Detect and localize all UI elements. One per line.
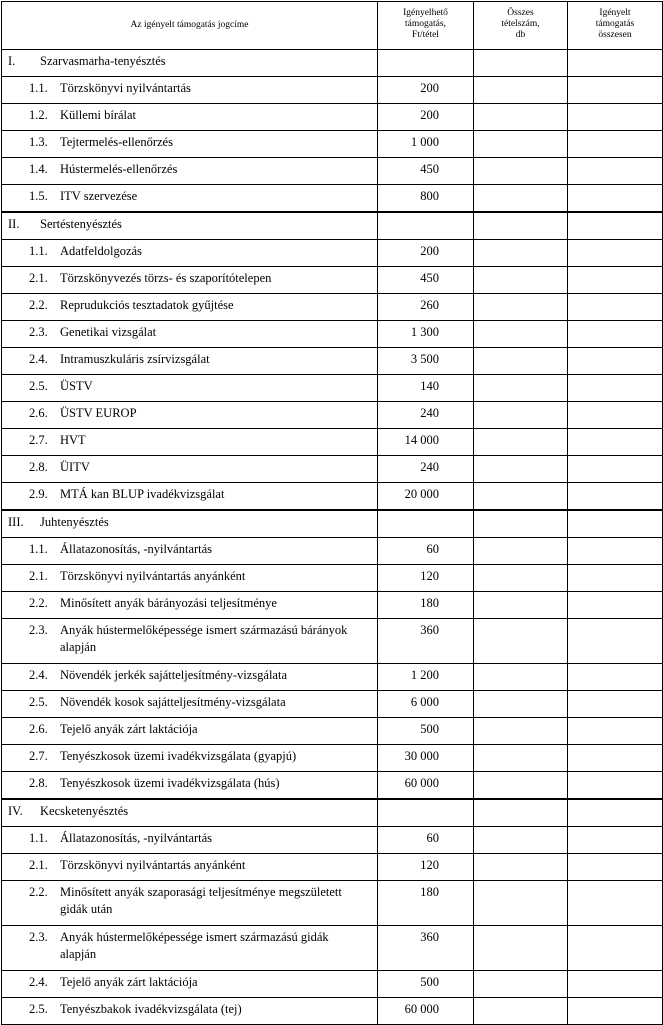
item-text: Tenyészkosok üzemi ivadékvizsgálata (hús) [60,776,280,790]
header-col3-line2: tételszám, [501,19,540,29]
item-number: 2.3. [29,325,48,339]
item-text: Minősített anyák szaporasági teljesítménye megszületett gidák után [60,885,342,916]
section-title: Szarvasmarha-tenyésztés [40,54,166,68]
item-text: Hústermelés-ellenőrzés [60,162,178,176]
item-label-cell [2,854,378,881]
item-label-cell [2,718,378,745]
header-col4-line2: támogatás [595,19,635,29]
section-title: Juhtenyésztés [40,515,109,529]
item-count-input[interactable] [474,664,568,691]
item-count-input[interactable] [474,294,568,321]
item-total-input[interactable] [568,691,663,718]
item-number: 2.3. [29,623,48,637]
empty-cell [378,212,474,240]
item-number: 1.1. [29,831,48,845]
item-total-input[interactable] [568,592,663,619]
item-total-input[interactable] [568,321,663,348]
table-row [2,185,663,213]
item-value: 180 [378,592,474,619]
item-total-input[interactable] [568,745,663,772]
item-count-input[interactable] [474,745,568,772]
item-label-cell [2,375,378,402]
item-total-input[interactable] [568,429,663,456]
empty-cell [568,799,663,827]
table-row [2,321,663,348]
section-title-cell [2,799,378,827]
item-number: 2.4. [29,352,48,366]
section-row [2,50,663,77]
item-count-input[interactable] [474,691,568,718]
item-value: 60 [378,827,474,854]
item-total-input[interactable] [568,664,663,691]
item-label-cell [2,745,378,772]
item-label-cell [2,77,378,104]
item-label-cell [2,456,378,483]
table-row [2,619,663,664]
item-label-cell [2,321,378,348]
item-count-input[interactable] [474,998,568,1025]
item-count-input[interactable] [474,592,568,619]
empty-cell [568,50,663,77]
table-row [2,772,663,800]
table-row [2,240,663,267]
item-text: Intramuszkuláris zsírvizsgálat [60,352,210,366]
empty-cell [568,212,663,240]
item-number: 2.8. [29,460,48,474]
table-row [2,294,663,321]
item-number: 2.7. [29,749,48,763]
item-text: Minősített anyák bárányozási teljesítménye [60,596,277,610]
item-number: 2.9. [29,487,48,501]
item-label-cell [2,104,378,131]
item-label-cell [2,592,378,619]
item-text: ÜSTV [60,379,93,393]
item-value: 140 [378,375,474,402]
table-row [2,565,663,592]
item-value: 20 000 [378,483,474,511]
item-value: 60 [378,538,474,565]
item-text: Növendék kosok sajátteljesítmény-vizsgálata [60,695,286,709]
table-row [2,592,663,619]
table-header-row [2,2,663,50]
item-total-input[interactable] [568,158,663,185]
item-number: 2.1. [29,858,48,872]
item-value: 500 [378,971,474,998]
item-number: 1.4. [29,162,48,176]
item-number: 2.7. [29,433,48,447]
item-total-input[interactable] [568,772,663,800]
section-row [2,510,663,538]
item-total-input[interactable] [568,77,663,104]
item-number: 2.4. [29,975,48,989]
item-number: 2.4. [29,668,48,682]
empty-cell [378,50,474,77]
header-support-title: Az igényelt támogatás jogcíme [2,2,378,50]
header-col3-line3: db [515,30,526,40]
item-value: 450 [378,158,474,185]
item-total-input[interactable] [568,348,663,375]
item-total-input[interactable] [568,854,663,881]
item-text: HVT [60,433,86,447]
item-value: 30 000 [378,745,474,772]
item-text: Törzskönyvi nyilvántartás anyánként [60,858,246,872]
table-row [2,881,663,926]
item-text: Tenyészbakok ivadékvizsgálata (tej) [60,1002,242,1016]
item-text: MTÁ kan BLUP ivadékvizsgálat [60,487,225,501]
item-count-input[interactable] [474,131,568,158]
item-total-input[interactable] [568,294,663,321]
item-value: 6 000 [378,691,474,718]
empty-cell [474,50,568,77]
item-label-cell [2,827,378,854]
table-row [2,375,663,402]
item-number: 1.1. [29,244,48,258]
item-count-input[interactable] [474,375,568,402]
item-text: Tejtermelés-ellenőrzés [60,135,173,149]
item-count-input[interactable] [474,827,568,854]
item-label-cell [2,926,378,971]
table-row [2,456,663,483]
item-number: 1.3. [29,135,48,149]
item-total-input[interactable] [568,185,663,213]
item-text: Állatazonosítás, -nyilvántartás [60,831,213,845]
item-label-cell [2,483,378,511]
item-number: 2.1. [29,569,48,583]
table-row [2,429,663,456]
table-row [2,998,663,1025]
item-label-cell [2,131,378,158]
item-label-cell [2,619,378,664]
item-text: Reprudukciós tesztadatok gyűjtése [60,298,234,312]
item-value: 180 [378,881,474,926]
table-row [2,664,663,691]
table-row [2,158,663,185]
table-row [2,971,663,998]
item-count-input[interactable] [474,158,568,185]
item-total-input[interactable] [568,971,663,998]
empty-cell [568,510,663,538]
table-row [2,718,663,745]
item-number: 2.5. [29,379,48,393]
item-count-input[interactable] [474,483,568,511]
item-label-cell [2,402,378,429]
item-total-input[interactable] [568,456,663,483]
item-value: 1 000 [378,131,474,158]
item-label-cell [2,971,378,998]
item-total-input[interactable] [568,483,663,511]
header-col2-line2: támogatás, [405,19,446,29]
item-text: Törzskönyvi nyilvántartás [60,81,191,95]
item-text: Küllemi bírálat [60,108,137,122]
support-table-container [1,1,663,1025]
item-value: 1 300 [378,321,474,348]
item-total-input[interactable] [568,565,663,592]
item-total-input[interactable] [568,538,663,565]
table-row [2,348,663,375]
item-value: 500 [378,718,474,745]
item-count-input[interactable] [474,881,568,926]
item-number: 1.1. [29,81,48,95]
header-total-items [474,2,568,50]
item-count-input[interactable] [474,565,568,592]
section-title: Sertéstenyésztés [40,217,122,231]
header-claimable-support [378,2,474,50]
section-title-cell [2,212,378,240]
item-label-cell [2,267,378,294]
item-text: ÜSTV EUROP [60,406,137,420]
item-value: 120 [378,854,474,881]
item-text: Adatfeldolgozás [60,244,142,258]
table-row [2,483,663,511]
item-text: Tenyészkosok üzemi ivadékvizsgálata (gyapjú) [60,749,297,763]
header-col3-line1: Összes [507,8,534,18]
item-text: Tejelő anyák zárt laktációja [60,975,198,989]
item-text: Genetikai vizsgálat [60,325,157,339]
empty-cell [474,212,568,240]
item-value: 240 [378,456,474,483]
item-number: 2.2. [29,298,48,312]
item-total-input[interactable] [568,827,663,854]
item-total-input[interactable] [568,375,663,402]
item-value: 240 [378,402,474,429]
item-text: Anyák hústermelőképessége ismert származású bárányok alapján [60,623,348,654]
empty-cell [378,799,474,827]
item-count-input[interactable] [474,429,568,456]
header-requested-total [568,2,663,50]
item-value: 60 000 [378,772,474,800]
item-label-cell [2,348,378,375]
item-number: 1.5. [29,189,48,203]
item-label-cell [2,565,378,592]
table-row [2,538,663,565]
item-value: 120 [378,565,474,592]
table-row [2,745,663,772]
table-row [2,104,663,131]
item-count-input[interactable] [474,619,568,664]
item-value: 200 [378,104,474,131]
support-table [1,1,663,1025]
item-count-input[interactable] [474,104,568,131]
item-text: Tejelő anyák zárt laktációja [60,722,198,736]
item-text: Törzskönyvezés törzs- és szaporítótelepen [60,271,272,285]
table-body [2,50,663,1025]
item-total-input[interactable] [568,131,663,158]
item-text: Anyák hústermelőképessége ismert származású gidák alapján [60,930,329,961]
empty-cell [474,510,568,538]
item-text: ÜITV [60,460,90,474]
item-text: Törzskönyvi nyilvántartás anyánként [60,569,246,583]
item-total-input[interactable] [568,718,663,745]
item-count-input[interactable] [474,77,568,104]
item-count-input[interactable] [474,267,568,294]
item-value: 60 000 [378,998,474,1025]
item-number: 2.5. [29,695,48,709]
item-value: 450 [378,267,474,294]
item-total-input[interactable] [568,267,663,294]
item-count-input[interactable] [474,240,568,267]
item-label-cell [2,664,378,691]
item-text: Növendék jerkék sajátteljesítmény-vizsgálata [60,668,287,682]
item-label-cell [2,998,378,1025]
item-value: 1 200 [378,664,474,691]
item-total-input[interactable] [568,619,663,664]
item-value: 200 [378,77,474,104]
item-value: 260 [378,294,474,321]
table-row [2,77,663,104]
empty-cell [378,510,474,538]
item-count-input[interactable] [474,926,568,971]
item-number: 2.2. [29,885,48,899]
item-label-cell [2,538,378,565]
section-number: I. [8,54,16,68]
item-number: 2.5. [29,1002,48,1016]
item-number: 2.8. [29,776,48,790]
item-number: 1.1. [29,542,48,556]
item-label-cell [2,158,378,185]
table-row [2,691,663,718]
item-value: 14 000 [378,429,474,456]
item-count-input[interactable] [474,538,568,565]
table-row [2,131,663,158]
item-count-input[interactable] [474,854,568,881]
item-label-cell [2,691,378,718]
item-number: 2.1. [29,271,48,285]
header-col4-line3: összesen [598,30,632,40]
item-value: 360 [378,926,474,971]
item-count-input[interactable] [474,971,568,998]
item-number: 2.6. [29,722,48,736]
table-row [2,267,663,294]
item-value: 3 500 [378,348,474,375]
item-total-input[interactable] [568,240,663,267]
item-count-input[interactable] [474,772,568,800]
section-number: II. [8,217,20,231]
item-total-input[interactable] [568,104,663,131]
section-title-cell [2,50,378,77]
item-count-input[interactable] [474,402,568,429]
item-number: 2.6. [29,406,48,420]
item-value: 800 [378,185,474,213]
item-label-cell [2,881,378,926]
table-row [2,827,663,854]
item-label-cell [2,240,378,267]
item-text: ITV szervezése [60,189,138,203]
item-total-input[interactable] [568,998,663,1025]
section-title-cell [2,510,378,538]
item-count-input[interactable] [474,185,568,213]
empty-cell [474,799,568,827]
table-row [2,402,663,429]
header-col4-line1: Igényelt [599,8,631,18]
item-label-cell [2,185,378,213]
item-label-cell [2,294,378,321]
header-col2-line3: Ft/tétel [412,30,439,40]
item-value: 200 [378,240,474,267]
item-text: Állatazonosítás, -nyilvántartás [60,542,213,556]
item-number: 1.2. [29,108,48,122]
section-row [2,799,663,827]
table-row [2,854,663,881]
item-value: 360 [378,619,474,664]
section-row [2,212,663,240]
item-total-input[interactable] [568,926,663,971]
table-row [2,926,663,971]
section-number: IV. [8,804,23,818]
item-number: 2.3. [29,930,48,944]
item-count-input[interactable] [474,321,568,348]
section-title: Kecsketenyésztés [40,804,129,818]
item-label-cell [2,429,378,456]
item-count-input[interactable] [474,718,568,745]
item-total-input[interactable] [568,881,663,926]
header-col2-line1: Igényelhető [403,8,448,18]
item-count-input[interactable] [474,456,568,483]
item-total-input[interactable] [568,402,663,429]
item-number: 2.2. [29,596,48,610]
item-count-input[interactable] [474,348,568,375]
section-number: III. [8,515,24,529]
item-label-cell [2,772,378,800]
